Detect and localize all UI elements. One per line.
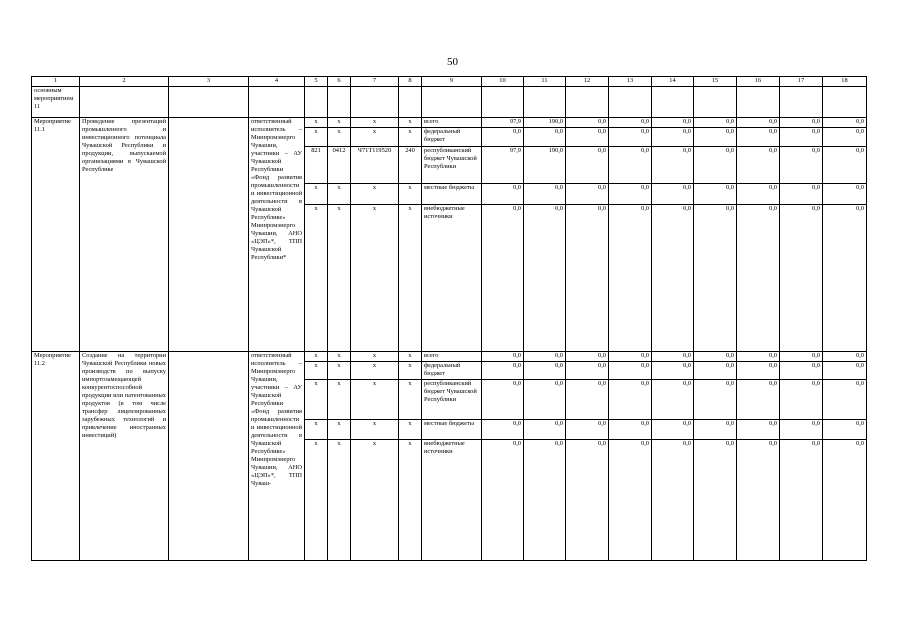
funding-value: 0,0 (652, 184, 694, 205)
header-number-row (32, 77, 867, 87)
budget-code: Ч71Т119520 (351, 147, 399, 184)
budget-code: x (399, 352, 422, 362)
budget-code: x (328, 128, 351, 147)
empty-cell (823, 87, 867, 118)
funding-value: 0,0 (566, 147, 609, 184)
funding-value: 0,0 (609, 118, 652, 128)
event-label: Мероприятие 11.1 (32, 118, 80, 352)
funding-value: 0,0 (652, 352, 694, 362)
funding-value: 0,0 (694, 352, 737, 362)
budget-code: x (328, 440, 351, 561)
header-col-number: 8 (399, 77, 422, 87)
header-col-number: 6 (328, 77, 351, 87)
funding-source: республиканский бюджет Чувашской Республики (422, 147, 482, 184)
funding-value: 0,0 (780, 118, 823, 128)
event-title: Создание на территории Чувашской Республики новых производств по выпуску импортозамещающей конкурентоспособной продукции или патентованных продуктов (в том числе трансфер лицензированных зарубежных технологий и привлечение иностранных инвестиций) (80, 352, 169, 561)
funding-source: местные бюджеты (422, 184, 482, 205)
intro-label: основным мероприятием 11 (32, 87, 80, 118)
empty-cell (422, 87, 482, 118)
budget-code: x (328, 362, 351, 380)
funding-value: 0,0 (737, 420, 780, 440)
budget-code: x (328, 352, 351, 362)
funding-value: 0,0 (652, 147, 694, 184)
funding-value: 0,0 (609, 352, 652, 362)
funding-value: 0,0 (566, 184, 609, 205)
event-responsible: ответственный исполнитель – Минпромэнерго Чувашии, участники – АУ Чувашской Республики «Фонд развития промышленности и инвестиционной деятельности в Чувашской Республике» Минпромэнерго Чувашии, АНО «ЦЭП»*, ТПП Чуваш- (249, 352, 305, 561)
funding-value: 190,0 (524, 147, 566, 184)
funding-source: внебюджетные источники (422, 205, 482, 352)
header-col-number: 12 (566, 77, 609, 87)
funding-value: 0,0 (823, 128, 867, 147)
header-col-number: 4 (249, 77, 305, 87)
budget-code: x (305, 440, 328, 561)
funding-value: 0,0 (780, 440, 823, 561)
funding-value: 0,0 (566, 420, 609, 440)
budget-code: x (351, 420, 399, 440)
budget-code: x (351, 128, 399, 147)
budget-code: x (399, 420, 422, 440)
funding-value: 0,0 (780, 420, 823, 440)
budget-code: x (351, 440, 399, 561)
header-col-number: 1 (32, 77, 80, 87)
funding-value: 0,0 (609, 184, 652, 205)
funding-value: 0,0 (524, 362, 566, 380)
funding-value: 0,0 (694, 362, 737, 380)
funding-value: 0,0 (823, 205, 867, 352)
empty-cell (652, 87, 694, 118)
empty-cell (351, 87, 399, 118)
funding-value: 0,0 (609, 128, 652, 147)
funding-value: 0,0 (823, 440, 867, 561)
budget-code: x (305, 205, 328, 352)
budget-code: x (305, 420, 328, 440)
funding-value: 0,0 (694, 118, 737, 128)
empty-cell (80, 87, 169, 118)
finance-table (31, 76, 867, 561)
funding-source: всего (422, 118, 482, 128)
funding-value: 0,0 (652, 380, 694, 420)
budget-code: x (305, 362, 328, 380)
funding-value: 0,0 (566, 362, 609, 380)
funding-value: 0,0 (524, 380, 566, 420)
funding-value: 0,0 (780, 147, 823, 184)
table-row (32, 352, 867, 362)
funding-value: 0,0 (609, 362, 652, 380)
header-col-number: 11 (524, 77, 566, 87)
empty-cell (399, 87, 422, 118)
budget-code: x (328, 380, 351, 420)
funding-value: 0,0 (482, 205, 524, 352)
page-number: 50 (447, 56, 458, 68)
empty-cell (694, 87, 737, 118)
funding-value: 0,0 (609, 420, 652, 440)
header-col-number: 17 (780, 77, 823, 87)
funding-value: 0,0 (566, 380, 609, 420)
funding-value: 0,0 (609, 147, 652, 184)
funding-value: 0,0 (737, 184, 780, 205)
funding-value: 0,0 (823, 380, 867, 420)
budget-code: x (305, 184, 328, 205)
funding-value: 0,0 (780, 362, 823, 380)
budget-code: 240 (399, 147, 422, 184)
funding-value: 97,9 (482, 147, 524, 184)
funding-value: 0,0 (823, 147, 867, 184)
empty-cell (169, 87, 249, 118)
funding-source: внебюджетные источники (422, 440, 482, 561)
funding-value: 0,0 (524, 440, 566, 561)
funding-source: федеральный бюджет (422, 362, 482, 380)
funding-value: 0,0 (524, 128, 566, 147)
funding-value: 0,0 (609, 380, 652, 420)
event-responsible: ответственный исполнитель – Минпромэнерго Чувашии, участники – АУ Чувашской Республики «Фонд развития промышленности и инвестиционной деятельности в Чувашской Республике» Минпромэнерго Чувашии, АНО «ЦЭП»*, ТПП Чувашской Республики* (249, 118, 305, 352)
header-col-number: 15 (694, 77, 737, 87)
funding-value: 0,0 (737, 352, 780, 362)
funding-value: 0,0 (694, 184, 737, 205)
funding-value: 0,0 (737, 147, 780, 184)
empty-cell (780, 87, 823, 118)
funding-value: 0,0 (482, 380, 524, 420)
empty-cell (524, 87, 566, 118)
budget-code: x (305, 118, 328, 128)
event-label: Мероприятие 11.2 (32, 352, 80, 561)
funding-value: 0,0 (694, 440, 737, 561)
funding-value: 0,0 (737, 380, 780, 420)
funding-value: 0,0 (652, 362, 694, 380)
funding-source: местные бюджеты (422, 420, 482, 440)
header-col-number: 14 (652, 77, 694, 87)
empty-cell (305, 87, 328, 118)
funding-value: 0,0 (737, 118, 780, 128)
budget-code: x (328, 184, 351, 205)
funding-value: 0,0 (482, 128, 524, 147)
budget-code: x (399, 118, 422, 128)
event-goal (169, 352, 249, 561)
funding-value: 0,0 (737, 440, 780, 561)
funding-value: 0,0 (780, 352, 823, 362)
empty-cell (737, 87, 780, 118)
budget-code: x (351, 118, 399, 128)
funding-value: 0,0 (652, 128, 694, 147)
header-col-number: 13 (609, 77, 652, 87)
funding-source: республиканский бюджет Чувашской Республики (422, 380, 482, 420)
budget-code: x (351, 205, 399, 352)
funding-value: 0,0 (694, 128, 737, 147)
funding-value: 0,0 (737, 205, 780, 352)
funding-value: 0,0 (737, 128, 780, 147)
funding-value: 0,0 (823, 118, 867, 128)
budget-code: x (351, 184, 399, 205)
empty-cell (609, 87, 652, 118)
funding-value: 0,0 (823, 184, 867, 205)
funding-value: 97,9 (482, 118, 524, 128)
header-col-number: 5 (305, 77, 328, 87)
funding-value: 0,0 (566, 205, 609, 352)
funding-value: 0,0 (566, 128, 609, 147)
funding-value: 0,0 (694, 380, 737, 420)
table-row (32, 118, 867, 128)
funding-value: 0,0 (694, 205, 737, 352)
event-title: Проведение презентаций промышленного и инвестиционного потенциала Чувашской Республики и продукции, выпускаемой организациями в Чувашской Республике (80, 118, 169, 352)
funding-value: 0,0 (652, 118, 694, 128)
header-col-number: 7 (351, 77, 399, 87)
funding-source: всего (422, 352, 482, 362)
funding-source: федеральный бюджет (422, 128, 482, 147)
budget-code: x (399, 184, 422, 205)
budget-code: x (399, 380, 422, 420)
funding-value: 0,0 (566, 352, 609, 362)
funding-value: 0,0 (694, 420, 737, 440)
header-col-number: 10 (482, 77, 524, 87)
budget-code: x (351, 380, 399, 420)
funding-value: 0,0 (652, 420, 694, 440)
funding-value: 0,0 (823, 362, 867, 380)
funding-value: 0,0 (482, 440, 524, 561)
funding-value: 0,0 (780, 205, 823, 352)
header-col-number: 3 (169, 77, 249, 87)
budget-code: x (305, 128, 328, 147)
funding-value: 0,0 (566, 118, 609, 128)
funding-value: 0,0 (609, 205, 652, 352)
funding-value: 0,0 (482, 352, 524, 362)
budget-code: x (328, 118, 351, 128)
budget-code: x (399, 440, 422, 561)
empty-cell (249, 87, 305, 118)
funding-value: 190,0 (524, 118, 566, 128)
funding-value: 0,0 (524, 184, 566, 205)
header-col-number: 16 (737, 77, 780, 87)
funding-value: 0,0 (652, 440, 694, 561)
funding-value: 0,0 (652, 205, 694, 352)
funding-value: 0,0 (482, 362, 524, 380)
funding-value: 0,0 (780, 128, 823, 147)
budget-code: 821 (305, 147, 328, 184)
funding-value: 0,0 (823, 352, 867, 362)
budget-code: x (305, 380, 328, 420)
budget-code: 0412 (328, 147, 351, 184)
funding-value: 0,0 (780, 184, 823, 205)
header-col-number: 9 (422, 77, 482, 87)
budget-code: x (399, 128, 422, 147)
header-col-number: 18 (823, 77, 867, 87)
funding-value: 0,0 (694, 147, 737, 184)
budget-code: x (399, 362, 422, 380)
funding-value: 0,0 (482, 184, 524, 205)
funding-value: 0,0 (566, 440, 609, 561)
budget-code: x (328, 205, 351, 352)
funding-value: 0,0 (524, 205, 566, 352)
funding-value: 0,0 (524, 352, 566, 362)
budget-code: x (351, 352, 399, 362)
empty-cell (328, 87, 351, 118)
funding-value: 0,0 (482, 420, 524, 440)
empty-cell (482, 87, 524, 118)
funding-value: 0,0 (737, 362, 780, 380)
budget-code: x (399, 205, 422, 352)
event-goal (169, 118, 249, 352)
funding-value: 0,0 (524, 420, 566, 440)
budget-code: x (328, 420, 351, 440)
funding-value: 0,0 (609, 440, 652, 561)
budget-code: x (305, 352, 328, 362)
budget-code: x (351, 362, 399, 380)
intro-row (32, 87, 867, 118)
funding-value: 0,0 (780, 380, 823, 420)
funding-value: 0,0 (823, 420, 867, 440)
header-col-number: 2 (80, 77, 169, 87)
empty-cell (566, 87, 609, 118)
